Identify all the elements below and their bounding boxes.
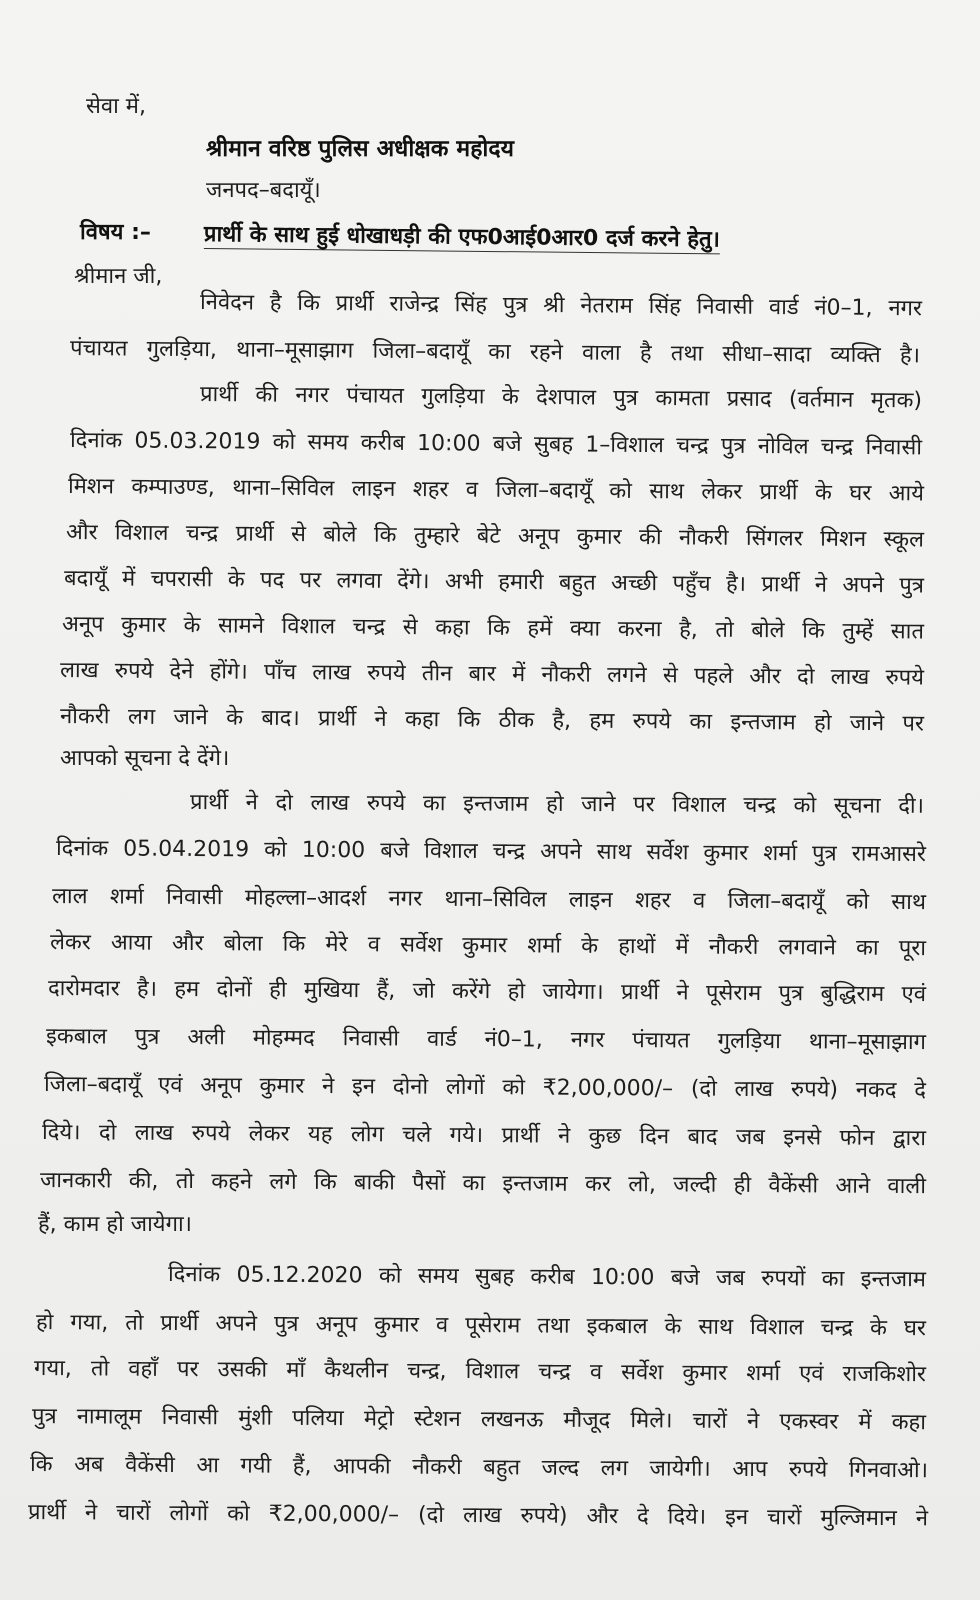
body-line: बदायूँ में चपरासी के पद पर लगवा देंगे। अभी हमारी बहुत अच्छी पहुँच है। प्रार्थी ने अपने पुत्र	[63, 566, 925, 599]
subject-text: प्रार्थी के साथ हुई धोखाधड़ी की एफ0आई0आर0 दर्ज करने हेतु।	[203, 222, 721, 253]
body-line: और विशाल चन्द्र प्रार्थी से बोले कि तुम्हारे बेटे अनूप कुमार की नौकरी सिंगलर मिशन स्कूल	[65, 520, 925, 553]
body-line: आपको सूचना दे देंगे।	[60, 746, 230, 771]
body-line: गया, तो वहाँ पर उसकी माँ कैथलीन चन्द्र, विशाल चन्द्र व सर्वेश कुमार शर्मा एवं राजकिशोर	[33, 1356, 927, 1388]
body-line: जानकारी की, तो कहने लगे कि बाकी पैसों का इन्तजाम कर लो, जल्दी ही वैकेंसी आने वाली	[39, 1168, 927, 1200]
body-line: हैं, काम हो जायेगा।	[38, 1212, 192, 1237]
district: जनपद–बदायूँ।	[206, 178, 321, 203]
greeting: श्रीमान जी,	[74, 264, 163, 289]
body-line: जिला–बदायूँ एवं अनूप कुमार ने इन दोनो लोगों को ₹2,00,000/– (दो लाख रुपये) नकद दे	[43, 1072, 927, 1104]
body-line: प्रार्थी की नगर पंचायत गुलड़िया के देशपाल पुत्र कामता प्रसाद (वर्तमान मृतक)	[199, 382, 923, 414]
body-line: कि अब वैकेंसी आ गयी हैं, आपकी नौकरी बहुत जल्द लग जायेगी। आप रुपये गिनवाओ।	[29, 1452, 929, 1484]
subject-line	[204, 220, 720, 255]
addressee: श्रीमान वरिष्ठ पुलिस अधीक्षक महोदय	[206, 136, 514, 162]
body-line: पंचायत गुलड़िया, थाना–मूसाझाग जिला–बदायूँ का रहने वाला है तथा सीधा–सादा व्यक्ति है।	[69, 336, 921, 369]
body-line: लेकर आया और बोला कि मेरे व सर्वेश कुमार शर्मा के हाथों में नौकरी लगवाने का पूरा	[49, 930, 927, 962]
salutation-to: सेवा में,	[86, 94, 146, 119]
body-line: इकबाल पुत्र अली मोहम्मद निवासी वार्ड नं0–1, नगर पंचायत गुलड़िया थाना–मूसाझाग	[45, 1024, 927, 1056]
body-line: निवेदन है कि प्रार्थी राजेन्द्र सिंह पुत्र श्री नेतराम सिंह निवासी वार्ड नं0–1, नगर	[199, 290, 923, 322]
body-line: प्रार्थी ने दो लाख रुपये का इन्तजाम हो जाने पर विशाल चन्द्र को सूचना दी।	[189, 790, 925, 819]
body-line: लाल शर्मा निवासी मोहल्ला–आदर्श नगर थाना–सिविल लाइन शहर व जिला–बदायूँ को साथ	[51, 884, 927, 916]
body-line: दिये। दो लाख रुपये लेकर यह लोग चले गये। प्रार्थी ने कुछ दिन बाद जब इनसे फोन द्वारा	[41, 1120, 927, 1152]
subject-label: विषय :–	[80, 220, 151, 245]
body-line: दिनांक 05.03.2019 को समय करीब 10:00 बजे सुबह 1–विशाल चन्द्र पुत्र नोविल चन्द्र निवासी	[69, 428, 923, 461]
body-line: नौकरी लग जाने के बाद। प्रार्थी ने कहा कि ठीक है, हम रुपये का इन्तजाम हो जाने पर	[59, 704, 925, 737]
body-line: दारोमदार है। हम दोनों ही मुखिया हैं, जो करेंगे हो जायेगा। प्रार्थी ने पूसेराम पुत्र बुद्धिराम एवं	[47, 976, 927, 1008]
body-line: हो गया, तो प्रार्थी अपने पुत्र अनूप कुमार व पूसेराम तथा इकबाल के साथ विशाल चन्द्र के घर	[35, 1310, 927, 1342]
body-line: दिनांक 05.12.2020 को समय सुबह करीब 10:00 बजे जब रुपयों का इन्तजाम	[167, 1262, 927, 1293]
body-line: मिशन कम्पाउण्ड, थाना–सिविल लाइन शहर व जिला–बदायूँ को साथ लेकर प्रार्थी के घर आये	[67, 474, 925, 507]
body-line: दिनांक 05.04.2019 को 10:00 बजे विशाल चन्द्र अपने साथ सर्वेश कुमार शर्मा पुत्र रामआसरे	[55, 836, 927, 868]
body-line: लाख रुपये देने होंगे। पाँच लाख रुपये तीन बार में नौकरी लगने से पहले और दो लाख रुपये	[59, 658, 925, 691]
body-line: प्रार्थी ने चारों लोगों को ₹2,00,000/– (दो लाख रुपये) और दे दिये। इन चारों मुल्जिमान ने	[27, 1500, 929, 1532]
body-line: पुत्र नामालूम निवासी मुंशी पलिया मेट्रो स्टेशन लखनऊ मौजूद मिले। चारों ने एकस्वर में कहा	[31, 1404, 927, 1436]
body-line: अनूप कुमार के सामने विशाल चन्द्र से कहा कि हमें क्या करना है, तो बोले कि तुम्हें सात	[61, 612, 925, 645]
